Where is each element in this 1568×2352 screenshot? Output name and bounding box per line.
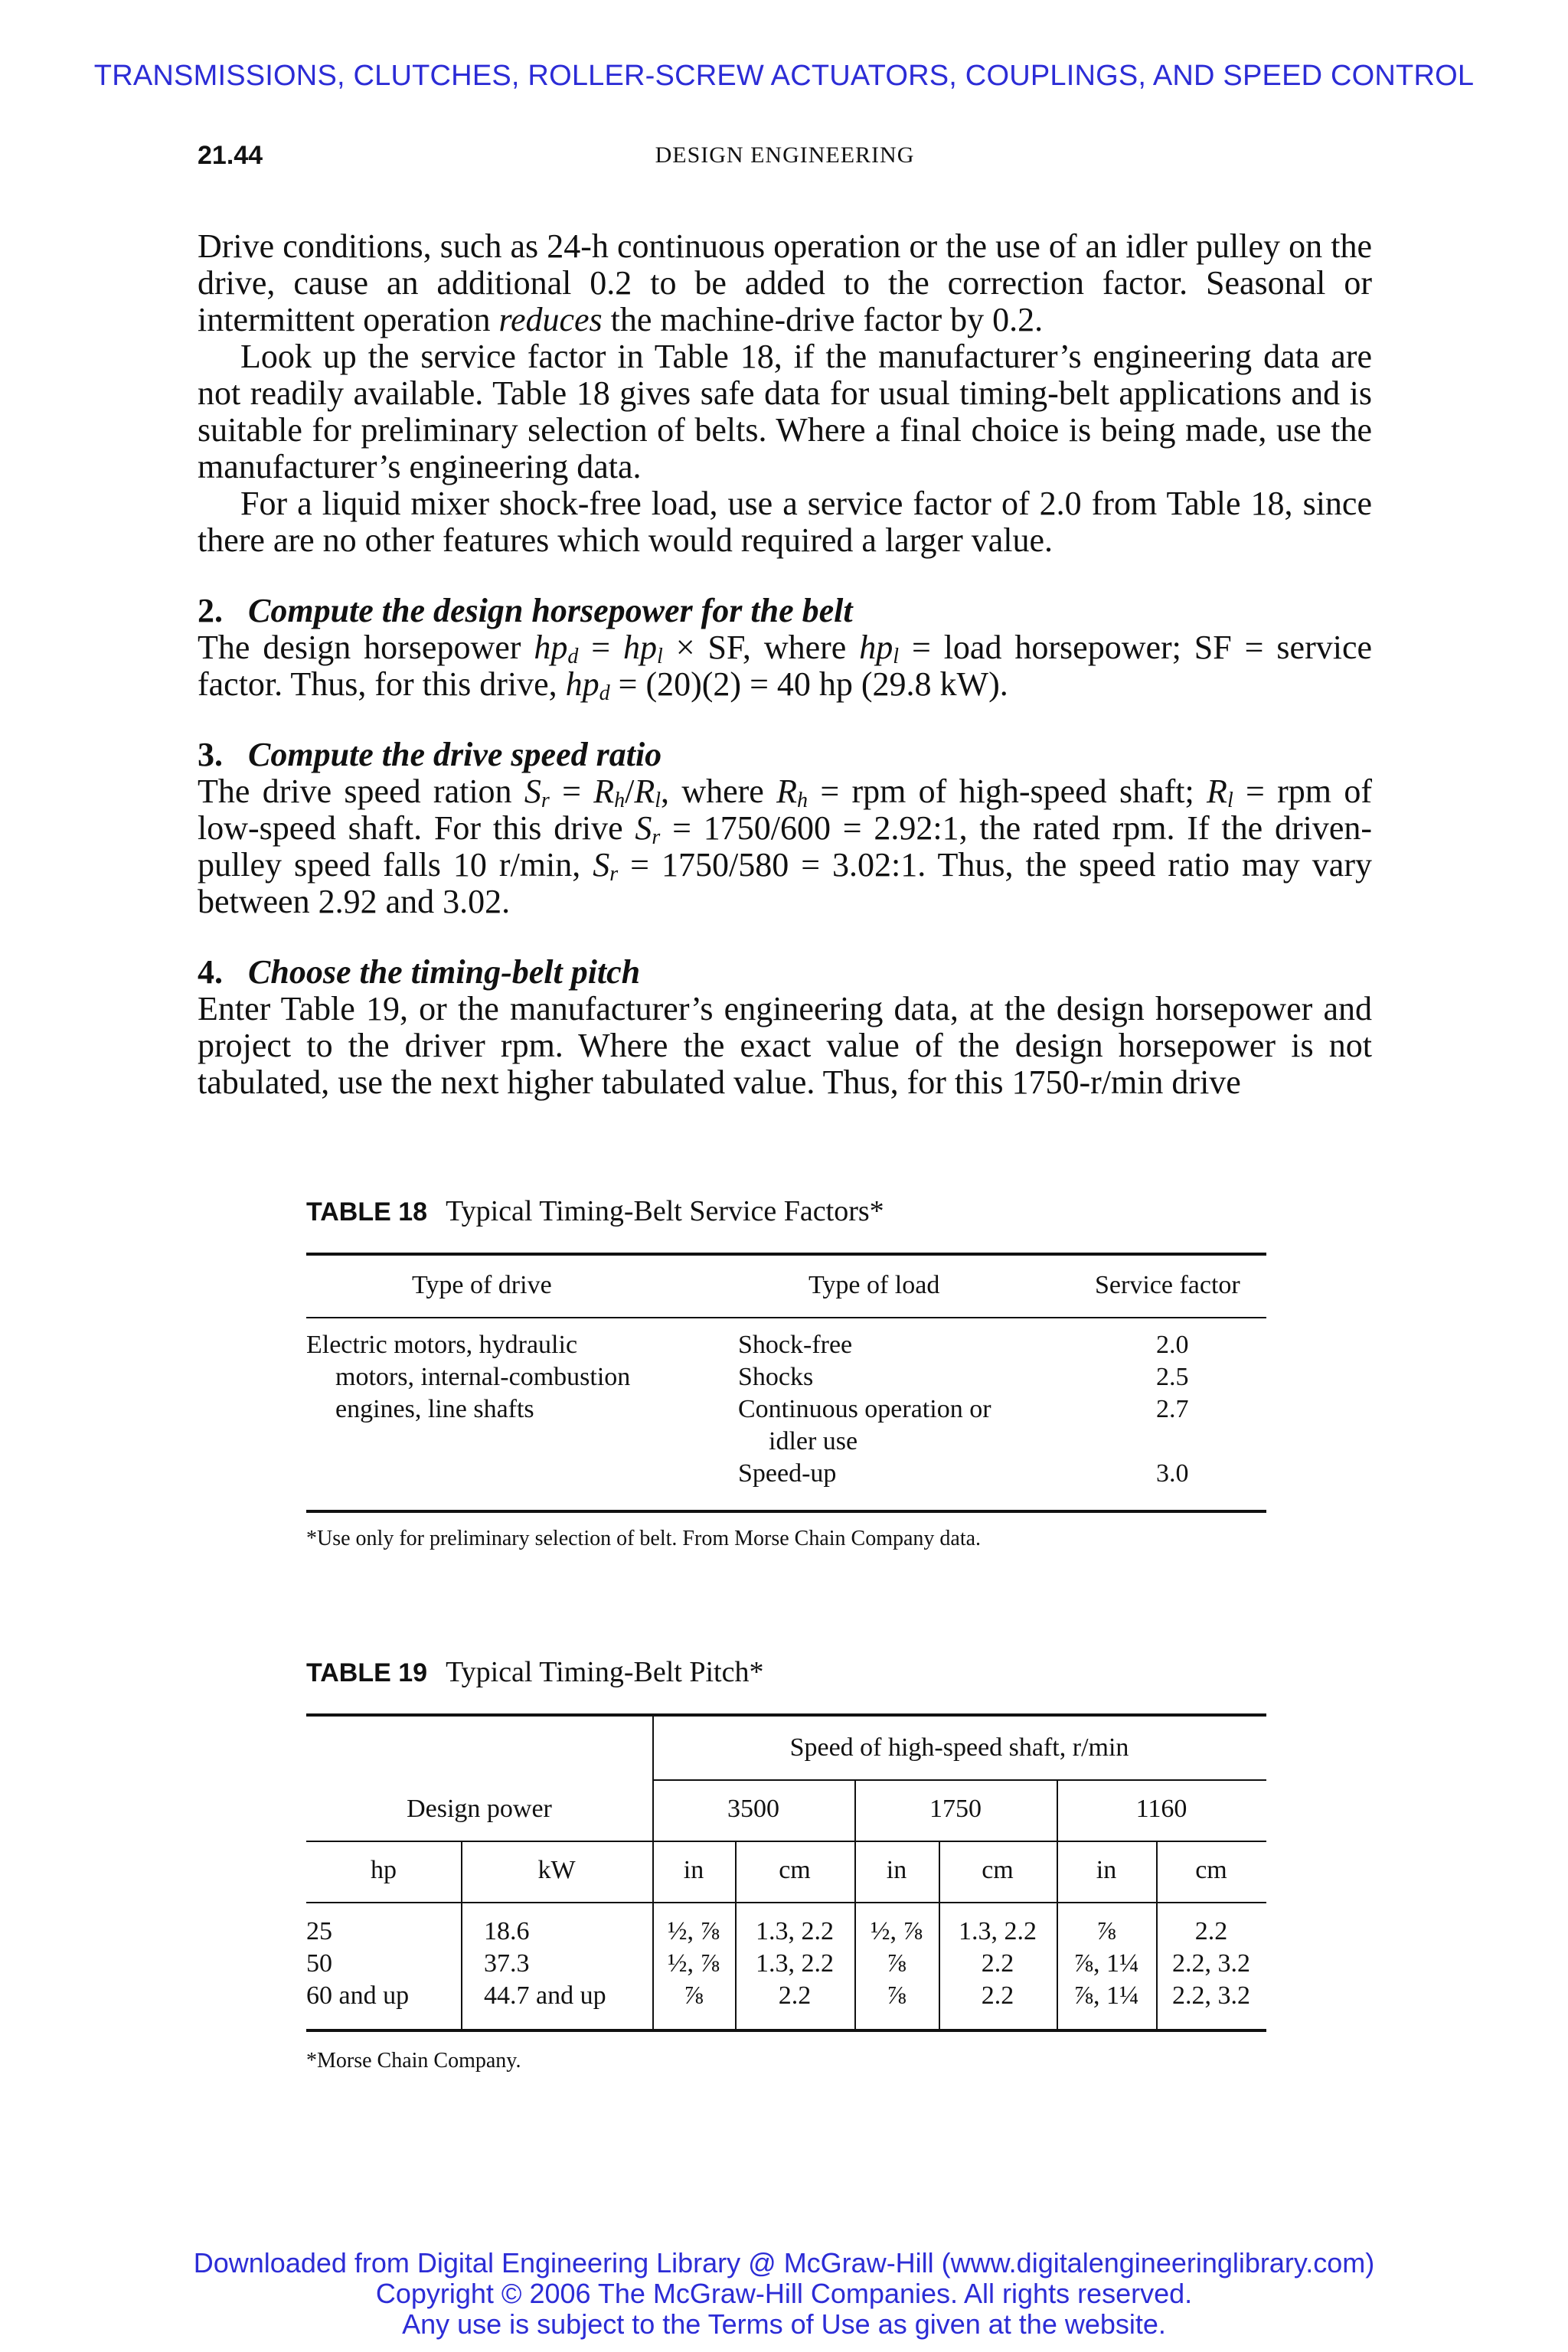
table19-cell: ⅞ [887, 1949, 906, 1978]
table19-cell: 2.2, 3.2 [1172, 1949, 1250, 1978]
table18-header: Type of drive [412, 1271, 552, 1299]
table18-header: Service factor [1095, 1271, 1240, 1299]
page-number: 21.44 [198, 141, 263, 170]
table18-cell: Shock-free [738, 1331, 853, 1359]
footer-line: Copyright © 2006 The McGraw-Hill Companies. All rights reserved. [375, 2278, 1193, 2309]
step-heading: 3. Compute the drive speed ratio [198, 736, 662, 773]
table19-cell: 44.7 and up [484, 1981, 606, 2010]
table19-cell: ⅞ [1096, 1917, 1116, 1945]
table18-cell: Continuous operation or [738, 1395, 991, 1423]
table19-header: Design power [407, 1795, 552, 1823]
table19-unit: kW [537, 1856, 576, 1884]
table19-cell: 50 [306, 1949, 332, 1978]
paragraph: For a liquid mixer shock-free load, use a service factor of 2.0 from Table 18, since there are no other features which would required a larger value. [198, 485, 1372, 559]
table18-bottom-rule [306, 1510, 1266, 1513]
table19-header: 1160 [1135, 1795, 1187, 1823]
table19-cell: 60 and up [306, 1981, 410, 2010]
table19-unit: in [1096, 1856, 1117, 1884]
table18-cell: engines, line shafts [335, 1395, 534, 1423]
table19-caption: TABLE 19 Typical Timing-Belt Pitch* [306, 1656, 764, 1688]
table19-cell: ⅞, 1¼ [1073, 1949, 1139, 1978]
table19-cell: 2.2 [981, 1949, 1014, 1978]
table19-cell: 2.2, 3.2 [1172, 1981, 1250, 2010]
table18-cell: idler use [769, 1427, 858, 1455]
footer [0, 2248, 1568, 2340]
footer-line: Downloaded from Digital Engineering Library @ McGraw-Hill (www.digitalengineeringlibrary.com) [193, 2247, 1375, 2278]
table19 [306, 1717, 1266, 2034]
paragraph: Enter Table 19, or the manufacturer’s engineering data, at the design horsepower and project to the driver rpm. Where the exact value of the design horsepower is not tabulated, use the next higher tabulated value. Thus, for this 1750-r/min drive [198, 990, 1372, 1101]
table18-cell: Speed-up [738, 1459, 837, 1488]
table18-header: Type of load [808, 1271, 940, 1299]
table18-cell: 2.0 [1156, 1331, 1189, 1359]
table19-header: 1750 [929, 1795, 982, 1823]
table19-unit: hp [371, 1856, 397, 1884]
body-text [198, 228, 1372, 1101]
paragraph: Drive conditions, such as 24-h continuous operation or the use of an idler pulley on the drive, cause an additional 0.2 to be added to the correction factor. Seasonal or intermittent operation reduces the machine-drive factor by 0.2. [198, 227, 1372, 338]
table19-rule [306, 1841, 1266, 1842]
table18-cell: Shocks [738, 1363, 814, 1391]
table19-cell: 18.6 [484, 1917, 530, 1945]
table19-rule [652, 1779, 1266, 1781]
table19-cell: 1.3, 2.2 [756, 1949, 834, 1978]
table19-cell: 1.3, 2.2 [959, 1917, 1037, 1945]
table18-cell: motors, internal-combustion [335, 1363, 631, 1391]
table19-cell: ½, ⅞ [668, 1949, 720, 1978]
table19-bottom-rule [306, 2029, 1266, 2032]
table18-cell: 2.5 [1156, 1363, 1189, 1391]
step-heading: 2. Compute the design horsepower for the belt [198, 592, 853, 629]
table18-header-rule [306, 1317, 1266, 1318]
table19-cell: ⅞ [887, 1981, 906, 2010]
table19-unit: cm [1195, 1856, 1227, 1884]
table19-unit: cm [779, 1856, 811, 1884]
table19-cell: 37.3 [484, 1949, 530, 1978]
paragraph: The design horsepower $hp_d = hp_l$ × SF, where $hp_l$ = load horsepower; SF = service factor. Thus, for this drive, $hp_d = (20)(2) = 40$ hp (29.8 kW). [198, 629, 1373, 705]
table18-cell: Electric motors, hydraulic [306, 1331, 578, 1359]
table19-cell: 2.2 [981, 1981, 1014, 2010]
table19-unit: cm [982, 1856, 1014, 1884]
table19-cell: 2.2 [1194, 1917, 1228, 1945]
footer-line: Any use is subject to the Terms of Use as given at the website. [402, 2308, 1166, 2340]
table19-header: 3500 [727, 1795, 779, 1823]
step-heading: 4. Choose the timing-belt pitch [198, 953, 641, 991]
table19-unit: in [886, 1856, 907, 1884]
table19-cell: ½, ⅞ [871, 1917, 923, 1945]
table18-footnote: *Use only for preliminary selection of belt. From Morse Chain Company data. [306, 1527, 982, 1550]
paragraph: The drive speed ration $S_r = R_h/R_l$, where $R_h$ = rpm of high-speed shaft; $R_l$ = rpm of low-speed shaft. For this drive $S_r = 1750/600$ = 2.92:1, the rated rpm. If the driven-pulley speed falls 10 r/min, $S_r = 1750/580$ = 3.02:1. Thus, the speed ratio may vary between 2.92 and 3.02. [198, 773, 1372, 920]
table19-cell: 25 [306, 1917, 332, 1945]
paragraph: Look up the service factor in Table 18, if the manufacturer’s engineering data are not readily available. Table 18 gives safe data for usual timing-belt applications and is suitable for preliminary selection of belts. Where a final choice is being made, use the manufacturer’s engineering data. [198, 338, 1372, 485]
table19-footnote: *Morse Chain Company. [306, 2049, 521, 2073]
table19-unit: in [683, 1856, 704, 1884]
table19-header: Speed of high-speed shaft, r/min [789, 1733, 1129, 1762]
table19-cell: 2.2 [778, 1981, 812, 2010]
table19-cell: ½, ⅞ [668, 1917, 720, 1945]
running-head [198, 138, 1372, 176]
book-banner: TRANSMISSIONS, CLUTCHES, ROLLER-SCREW ACTUATORS, COUPLINGS, AND SPEED CONTROL [93, 60, 1475, 92]
table19-cell: ⅞, 1¼ [1073, 1981, 1139, 2010]
table19-rule [306, 1902, 1266, 1903]
table18-caption: TABLE 18 Typical Timing-Belt Service Factors* [306, 1195, 884, 1227]
table18 [306, 1256, 1266, 1516]
table18-cell: 2.7 [1156, 1395, 1189, 1423]
table19-cell: ⅞ [684, 1981, 704, 2010]
table18-cell: 3.0 [1156, 1459, 1189, 1488]
section-title: DESIGN ENGINEERING [655, 142, 915, 168]
table19-cell: 1.3, 2.2 [756, 1917, 834, 1945]
